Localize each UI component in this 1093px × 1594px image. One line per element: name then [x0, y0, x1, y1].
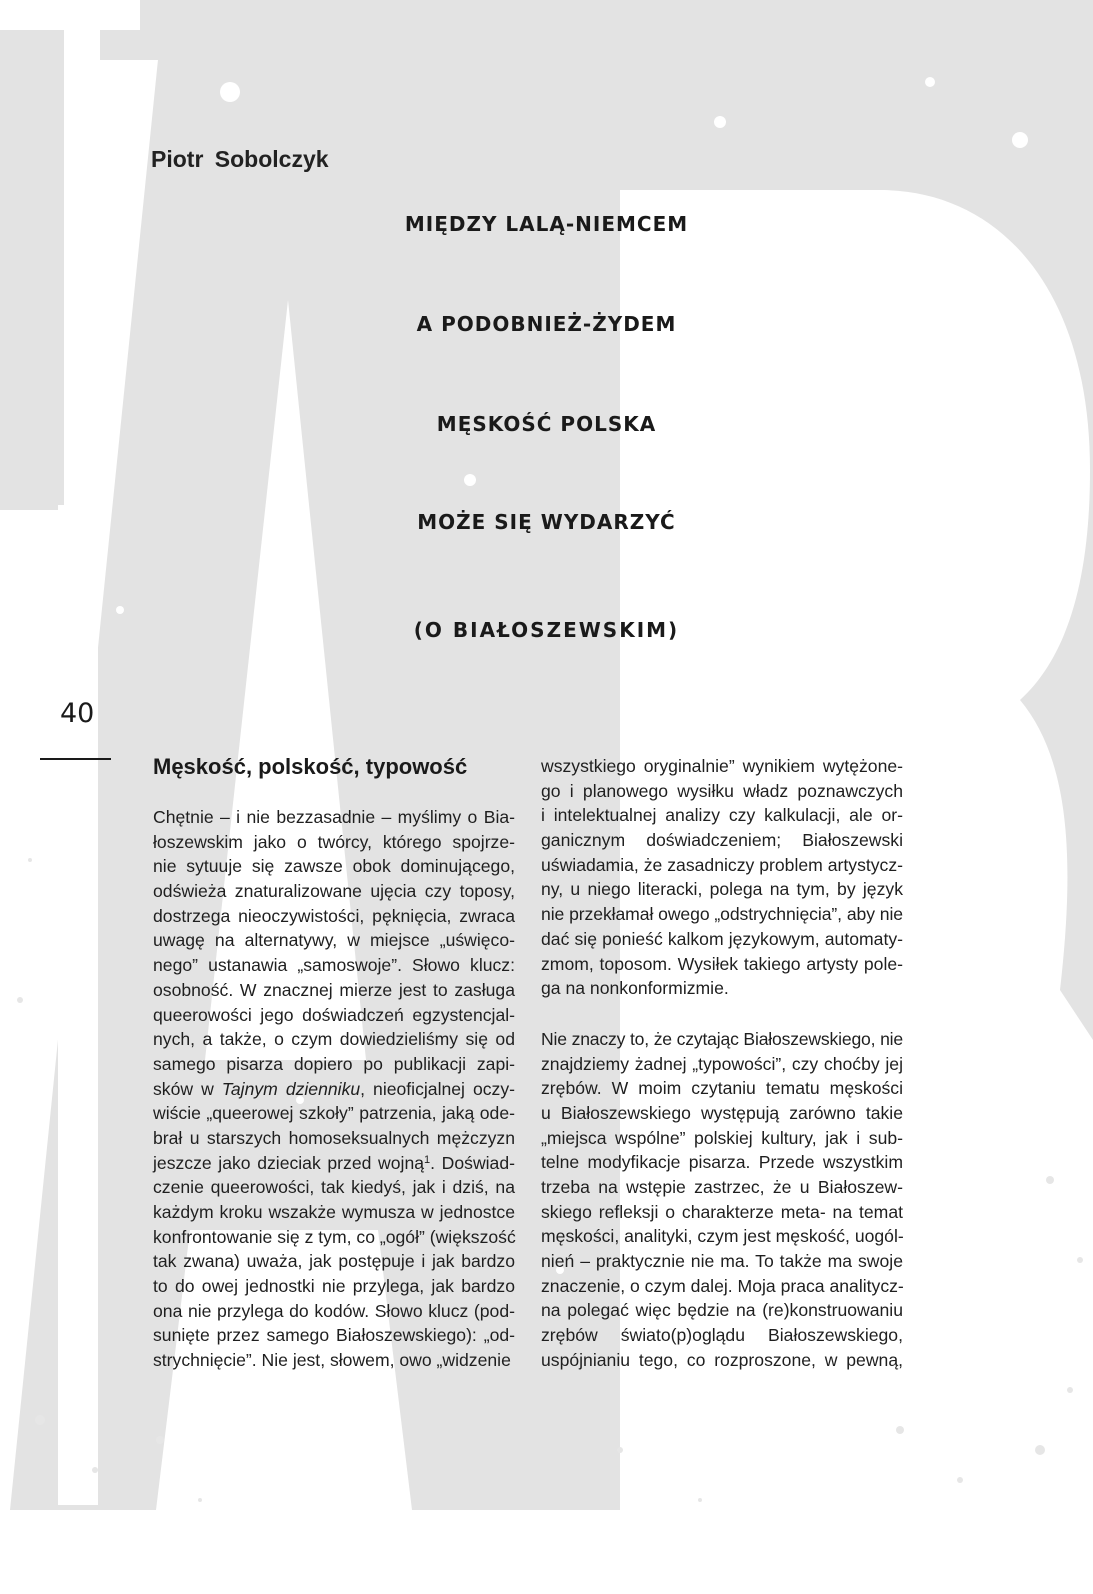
author-name: Piotr Sobolczyk: [151, 146, 329, 172]
text-line: tak zwana) uważa, jak postępuje i jak bardzo: [153, 1251, 515, 1272]
text-line: go i planowego wysiłku władz poznawczych: [541, 780, 903, 801]
text-line: strychnięcie”. Nie jest, słowem, owo „widzenie: [153, 1350, 511, 1371]
text-line: nych, a także, o czym dowiedzieliśmy się od: [153, 1029, 515, 1050]
title-line-2: A PODOBNIEŻ-ŻYDEM: [416, 312, 677, 336]
text-run: . Doświad-: [430, 1152, 515, 1173]
text-line: znaczenie, o czym dalej. Moja praca analitycz-: [541, 1275, 904, 1296]
text-line: konfrontowanie się z tym, co „ogół” (większość: [153, 1226, 516, 1247]
text-line: ona nie przylega do kodów. Słowo klucz (pod-: [153, 1300, 515, 1321]
text-line: trzeba na wstępie zastrzec, że u Białoszew-: [541, 1177, 903, 1197]
text-line: nie przekłamał owego „odstrychnięcia”, aby nie: [541, 904, 903, 925]
text-line: dostrzega nieoczywistości, pęknięcia, zwraca: [153, 905, 515, 926]
text-line: na polegać więc będzie na (re)konstruowaniu: [541, 1300, 903, 1321]
text-line: Nie znaczy to, że czytając Białoszewskiego, nie: [541, 1028, 903, 1049]
text-run: (p): [670, 1325, 693, 1346]
text-line: zmom, toposom. Wysiłek takiego artysty pole-: [541, 953, 903, 974]
text-run: oglądu Białoszewskiego,: [692, 1325, 903, 1346]
text-line: nego” ustanawia „samoswoje”. Słowo klucz:: [153, 955, 515, 976]
text-line: łoszewskim jako o twórcy, którego spojrze-: [153, 831, 515, 852]
title-line-4: MOŻE SIĘ WYDARZYĆ: [417, 510, 676, 534]
text-run: sków w: [153, 1078, 222, 1099]
text-line: znajdziemy żadnej „typowości”, czy choćby jej: [541, 1053, 903, 1074]
title-line-1: MIĘDZY LALĄ-NIEMCEM: [404, 212, 689, 236]
text-line: osobność. W znacznej mierze jest to zasługa: [153, 979, 515, 1000]
subtitle: (O BIAŁOSZEWSKIM): [413, 618, 680, 642]
text-line: „miejsca wspólne” polskiej kultury, jak i sub-: [541, 1127, 903, 1148]
page-number: 40: [60, 698, 95, 729]
right-column-text: [541, 754, 903, 1373]
text-line: to do owej jednostki nie przylega, jak bardzo: [153, 1276, 515, 1297]
text-line: Chętnie – i nie bezzasadnie – myślimy o Bia-: [153, 807, 515, 827]
text-line: zrębów. W moim czytaniu tematu męskości: [541, 1078, 903, 1099]
text-line: u Białoszewskiego występują zarówno takie: [541, 1102, 903, 1123]
text-line: samego pisarza dopiero po publikacji zapi-: [153, 1053, 515, 1074]
text-line: ny, u niego literacki, polega na tym, by język: [541, 879, 903, 900]
text-run: zrębów świato: [541, 1325, 671, 1346]
text-run: , nieoficjalnej oczy-: [360, 1078, 515, 1099]
text-line: ganicznym doświadczeniem; Białoszewski: [541, 830, 903, 851]
text-line: dać się ponieść kalkom językowym, automaty-: [541, 928, 903, 949]
text-line: odświeża znaturalizowane ujęcia czy toposy,: [153, 881, 515, 902]
text-line: uspójnianiu tego, co rozproszone, w pewną,: [541, 1349, 903, 1370]
text-line: queerowości jego doświadczeń egzystencjal-: [153, 1004, 515, 1025]
section-heading: Męskość, polskość, typowość: [153, 754, 468, 779]
text-line: nie sytuuje się zawsze obok dominującego,: [153, 856, 515, 877]
text-line: męskości, analityki, czym jest męskość, uogól-: [541, 1226, 904, 1247]
text-line: skiego refleksji o charakterze meta- na temat: [541, 1201, 903, 1222]
text-line: wiście „queerowej szkoły” patrzenia, jaką ode-: [153, 1103, 515, 1124]
text-line-with-footnote: [153, 1151, 515, 1176]
text-line: uwagę na alternatywy, w miejsce „uświęco-: [153, 930, 515, 951]
text-line: czenie queerowości, tak kiedyś, jak i dziś, na: [153, 1177, 515, 1198]
text-line: ga na nonkonformizmie.: [541, 978, 729, 999]
paragraph-gap: [541, 1001, 903, 1027]
text-line: każdym kroku wszakże wymusza w jednostce: [153, 1202, 515, 1222]
text-line: brał u starszych homoseksualnych mężczyzn: [153, 1127, 515, 1148]
italic-title: Tajnym dzienniku: [221, 1078, 361, 1099]
text-line: wszystkiego oryginalnie” wynikiem wytężone-: [541, 756, 903, 776]
title-line-3: MĘSKOŚĆ POLSKA: [436, 412, 657, 436]
text-line-with-parenthetical: [541, 1323, 903, 1348]
text-line: telne modyfikacje pisarza. Przede wszystkim: [541, 1152, 903, 1173]
text-line: sunięte przez samego Białoszewskiego): „od-: [153, 1325, 515, 1346]
text-run: jeszcze jako dzieciak przed wojną: [153, 1152, 425, 1173]
text-line: uświadamia, że zasadniczy problem artystycz-: [541, 854, 903, 875]
text-line: i intelektualnej analizy czy kalkulacji, ale or-: [541, 805, 903, 826]
left-column-text: [153, 805, 515, 1373]
footnote-marker: 1: [424, 1153, 431, 1166]
text-line-with-italic: [153, 1077, 515, 1102]
text-line: nień – praktycznie nie ma. To także ma swoje: [541, 1251, 903, 1272]
page-number-rule: [40, 758, 111, 760]
